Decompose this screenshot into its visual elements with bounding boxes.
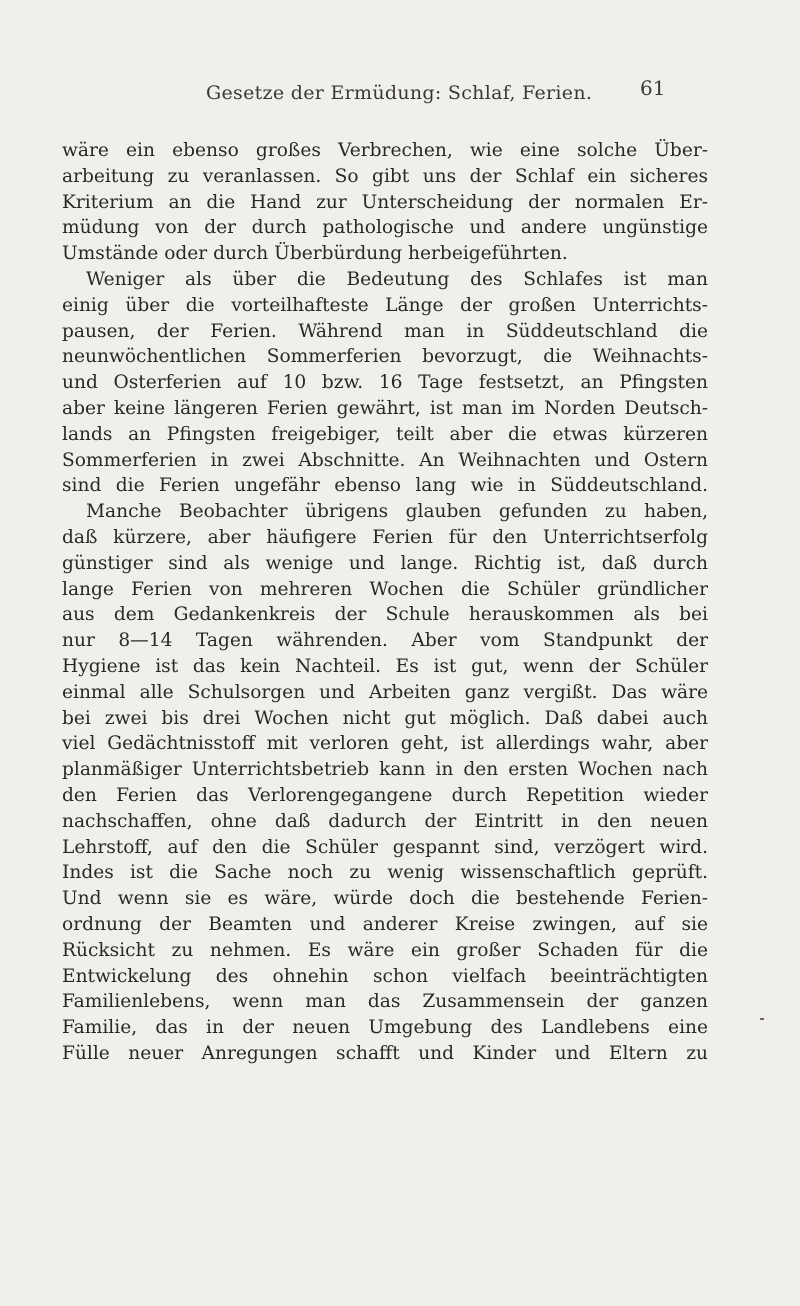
text-line: lange Ferien von mehreren Wochen die Schüler gründlicher [62,578,708,600]
text-line: viel Gedächtnisstoff mit verloren geht, ist allerdings wahr, aber [62,733,708,755]
text-line: einig über die vorteilhafteste Länge der großen Unterrichts- [62,294,708,316]
text-line: pausen, der Ferien. Während man in Süddeutschland die [62,320,708,342]
page-number: 61 [640,76,666,100]
text-line: arbeitung zu veranlassen. So gibt uns der Schlaf ein sicheres [62,165,708,187]
text-line: Sommerferien in zwei Abschnitte. An Weihnachten und Ostern [62,449,708,471]
text-line: den Ferien das Verlorengegangene durch Repetition wieder [62,784,708,806]
text-line: Lehrstoff, auf den die Schüler gespannt sind, verzögert wird. [62,836,708,858]
text-line: wäre ein ebenso großes Verbrechen, wie eine solche Über- [62,140,708,161]
text-line: Hygiene ist das kein Nachteil. Es ist gut, wenn der Schüler [62,655,708,677]
text-line: Entwickelung des ohnehin schon vielfach beeinträchtigten [62,965,708,987]
text-line: Indes ist die Sache noch zu wenig wissenschaftlich geprüft. [62,862,708,884]
text-line: nachschaffen, ohne daß dadurch der Eintritt in den neuen [62,810,708,832]
body-text [62,138,708,1067]
text-line: Weniger als über die Bedeutung des Schlafes ist man [86,268,708,290]
text-line: Und wenn sie es wäre, würde doch die bestehende Ferien- [62,888,708,910]
margin-mark [760,1018,764,1020]
text-line: bei zwei bis drei Wochen nicht gut möglich. Daß dabei auch [62,707,708,729]
text-line: neunwöchentlichen Sommerferien bevorzugt, die Weihnachts- [62,346,708,368]
text-line: daß kürzere, aber häufigere Ferien für den Unterrichtserfolg [62,526,708,548]
text-line: und Osterferien auf 10 bzw. 16 Tage festsetzt, an Pfingsten [62,372,708,394]
text-line: nur 8—14 Tagen währenden. Aber vom Standpunkt der [62,630,708,652]
text-line: aber keine längeren Ferien gewährt, ist man im Norden Deutsch- [62,397,708,419]
text-line: müdung von der durch pathologische und andere ungünstige [62,217,708,239]
text-line: planmäßiger Unterrichtsbetrieb kann in den ersten Wochen nach [62,759,708,781]
text-line: Kriterium an die Hand zur Unterscheidung der normalen Er- [62,191,708,213]
text-line: Familie, das in der neuen Umgebung des Landlebens eine [62,1017,708,1039]
text-line: sind die Ferien ungefähr ebenso lang wie in Süddeutschland. [62,475,708,497]
text-line: lands an Pfingsten freigebiger, teilt aber die etwas kürzeren [62,423,708,445]
text-line: günstiger sind als wenige und lange. Richtig ist, daß durch [62,552,708,574]
text-line: Rücksicht zu nehmen. Es wäre ein großer Schaden für die [62,939,708,961]
text-line: Familienlebens, wenn man das Zusammensein der ganzen [62,991,708,1013]
text-line: aus dem Gedankenkreis der Schule herauskommen als bei [62,604,708,626]
text-line: Umstände oder durch Überbürdung herbeigeführten. [62,243,568,265]
text-line: Manche Beobachter übrigens glauben gefunden zu haben, [86,501,708,523]
text-line: ordnung der Beamten und anderer Kreise zwingen, auf sie [62,913,708,935]
running-header: Gesetze der Ermüdung: Schlaf, Ferien. [206,82,593,104]
text-line: einmal alle Schulsorgen und Arbeiten ganz vergißt. Das wäre [62,681,708,703]
text-line: Fülle neuer Anregungen schafft und Kinder und Eltern zu [62,1042,708,1064]
